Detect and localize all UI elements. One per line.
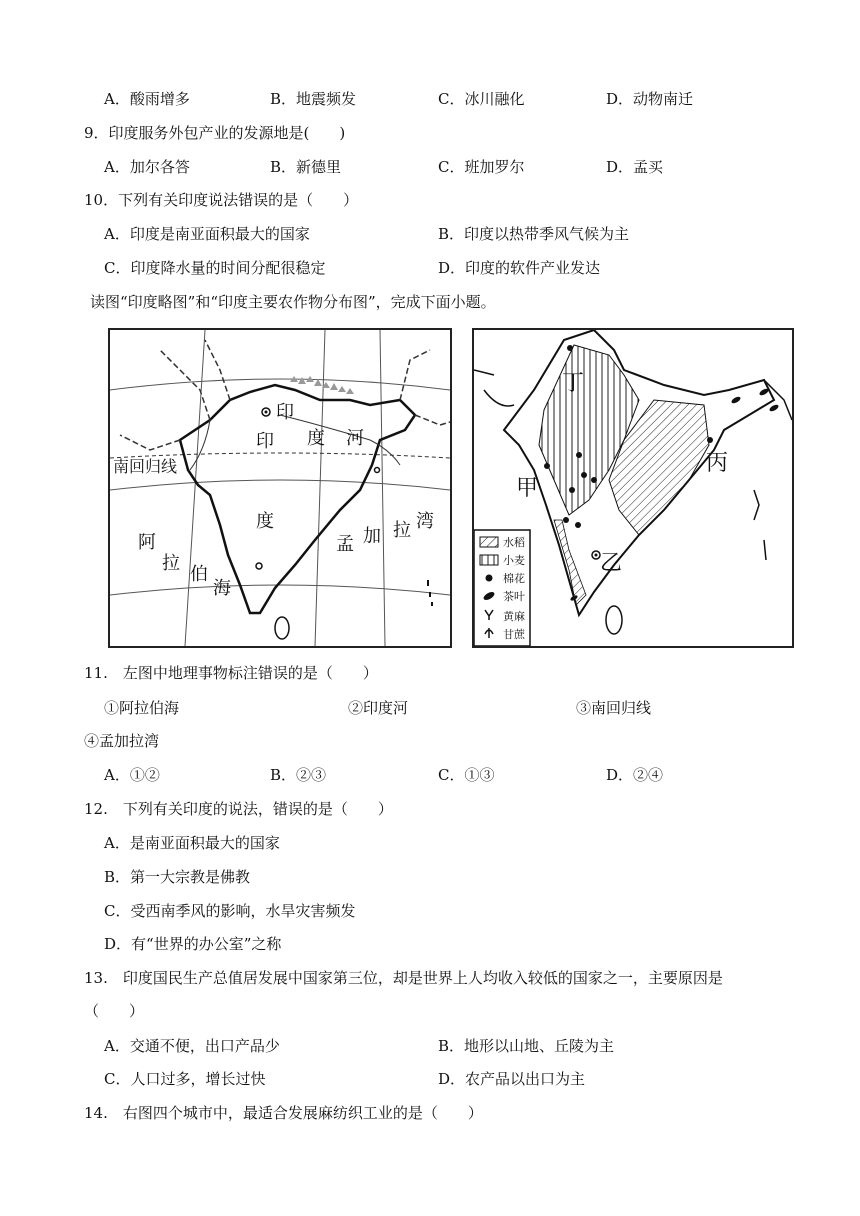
q11-option-a: A．①② <box>104 766 160 784</box>
q10-option-b: B．印度以热带季风气候为主 <box>438 225 630 243</box>
q14-stem: 14. 右图四个城市中，最适合发展麻纺织工业的是（ ） <box>84 1104 483 1122</box>
india-crops-map <box>472 328 794 648</box>
legend-sugarcane: 甘蔗 <box>503 628 525 641</box>
legend-cotton: 棉花 <box>503 572 525 585</box>
india-sketch-map-drawing <box>110 330 450 646</box>
q11-option-c: C．①③ <box>438 766 495 784</box>
q8-option-a: A．酸雨增多 <box>104 90 190 108</box>
right-map-label-ding: 丁 <box>562 371 585 396</box>
left-map-label-tropic: 南回归线 <box>113 457 178 476</box>
left-map-label-la2: 拉 <box>393 520 411 541</box>
q8-option-b: B．地震频发 <box>270 90 357 108</box>
legend-rice: 水稻 <box>503 536 525 549</box>
q8-option-c: C．冰川融化 <box>438 90 525 108</box>
q11-item-2: ②印度河 <box>348 699 409 717</box>
india-sketch-map <box>108 328 452 648</box>
left-map-label-a: 阿 <box>138 532 156 553</box>
left-map-label-hai: 海 <box>213 578 231 599</box>
q12-option-c: C．受西南季风的影响，水旱灾害频发 <box>104 902 356 920</box>
left-map-label-yin1: 印 <box>276 402 294 423</box>
q11-option-b: B．②③ <box>270 766 327 784</box>
q11-option-d: D．②④ <box>606 766 664 784</box>
q11-item-3: ③南回归线 <box>576 699 652 717</box>
q9-option-c: C．班加罗尔 <box>438 158 525 176</box>
left-map-label-yin2: 印 <box>256 431 274 452</box>
q13-stem-cont: （ ） <box>84 1002 145 1020</box>
q10-option-d: D．印度的软件产业发达 <box>438 259 601 277</box>
q8-option-d: D．动物南迁 <box>606 90 694 108</box>
q10-stem: 10．下列有关印度说法错误的是（ ） <box>84 191 359 209</box>
legend-jute: 黄麻 <box>503 610 525 623</box>
right-map-label-jia: 甲 <box>516 476 539 501</box>
q12-option-a: A．是南亚面积最大的国家 <box>104 834 280 852</box>
q9-option-a: A．加尔各答 <box>104 158 190 176</box>
left-map-label-du2: 度 <box>256 511 274 532</box>
q12-stem: 12. 下列有关印度的说法，错误的是（ ） <box>84 800 393 818</box>
q9-option-d: D．孟买 <box>606 158 664 176</box>
q11-stem: 11. 左图中地理事物标注错误的是（ ） <box>84 664 378 682</box>
q9-option-b: B．新德里 <box>270 158 342 176</box>
legend-tea: 茶叶 <box>503 590 525 603</box>
left-map-label-du1: 度 <box>307 428 325 449</box>
q11-item-1: ①阿拉伯海 <box>104 699 180 717</box>
left-map-label-wan: 湾 <box>416 511 434 532</box>
left-map-label-jia: 加 <box>363 526 381 547</box>
right-map-label-bing: 丙 <box>706 451 729 476</box>
q13-option-a: A．交通不便，出口产品少 <box>104 1037 280 1055</box>
q10-option-a: A．印度是南亚面积最大的国家 <box>104 225 310 243</box>
q13-option-d: D．农产品以出口为主 <box>438 1070 586 1088</box>
left-map-label-la: 拉 <box>162 553 180 574</box>
left-map-label-he: 河 <box>346 428 364 449</box>
legend-wheat: 小麦 <box>503 554 525 567</box>
india-crops-map-drawing <box>474 330 792 646</box>
q12-option-b: B．第一大宗教是佛教 <box>104 868 251 886</box>
q11-item-4: ④孟加拉湾 <box>84 732 160 750</box>
q10-option-c: C．印度降水量的时间分配很稳定 <box>104 259 326 277</box>
q13-option-c: C．人口过多，增长过快 <box>104 1070 266 1088</box>
crops-legend <box>474 530 530 646</box>
left-map-label-bo: 伯 <box>190 564 208 585</box>
q12-option-d: D．有“世界的办公室”之称 <box>104 935 282 953</box>
q13-stem: 13. 印度国民生产总值居发展中国家第三位，却是世界上人均收入较低的国家之一，主要原因是 <box>84 969 723 987</box>
figure-intro: 读图“印度略图”和“印度主要农作物分布图”，完成下面小题。 <box>90 293 496 311</box>
q9-stem: 9．印度服务外包产业的发源地是( ) <box>84 124 346 142</box>
left-map-label-meng: 孟 <box>336 534 354 555</box>
right-map-label-yi: 乙 <box>600 551 623 576</box>
q13-option-b: B．地形以山地、丘陵为主 <box>438 1037 615 1055</box>
